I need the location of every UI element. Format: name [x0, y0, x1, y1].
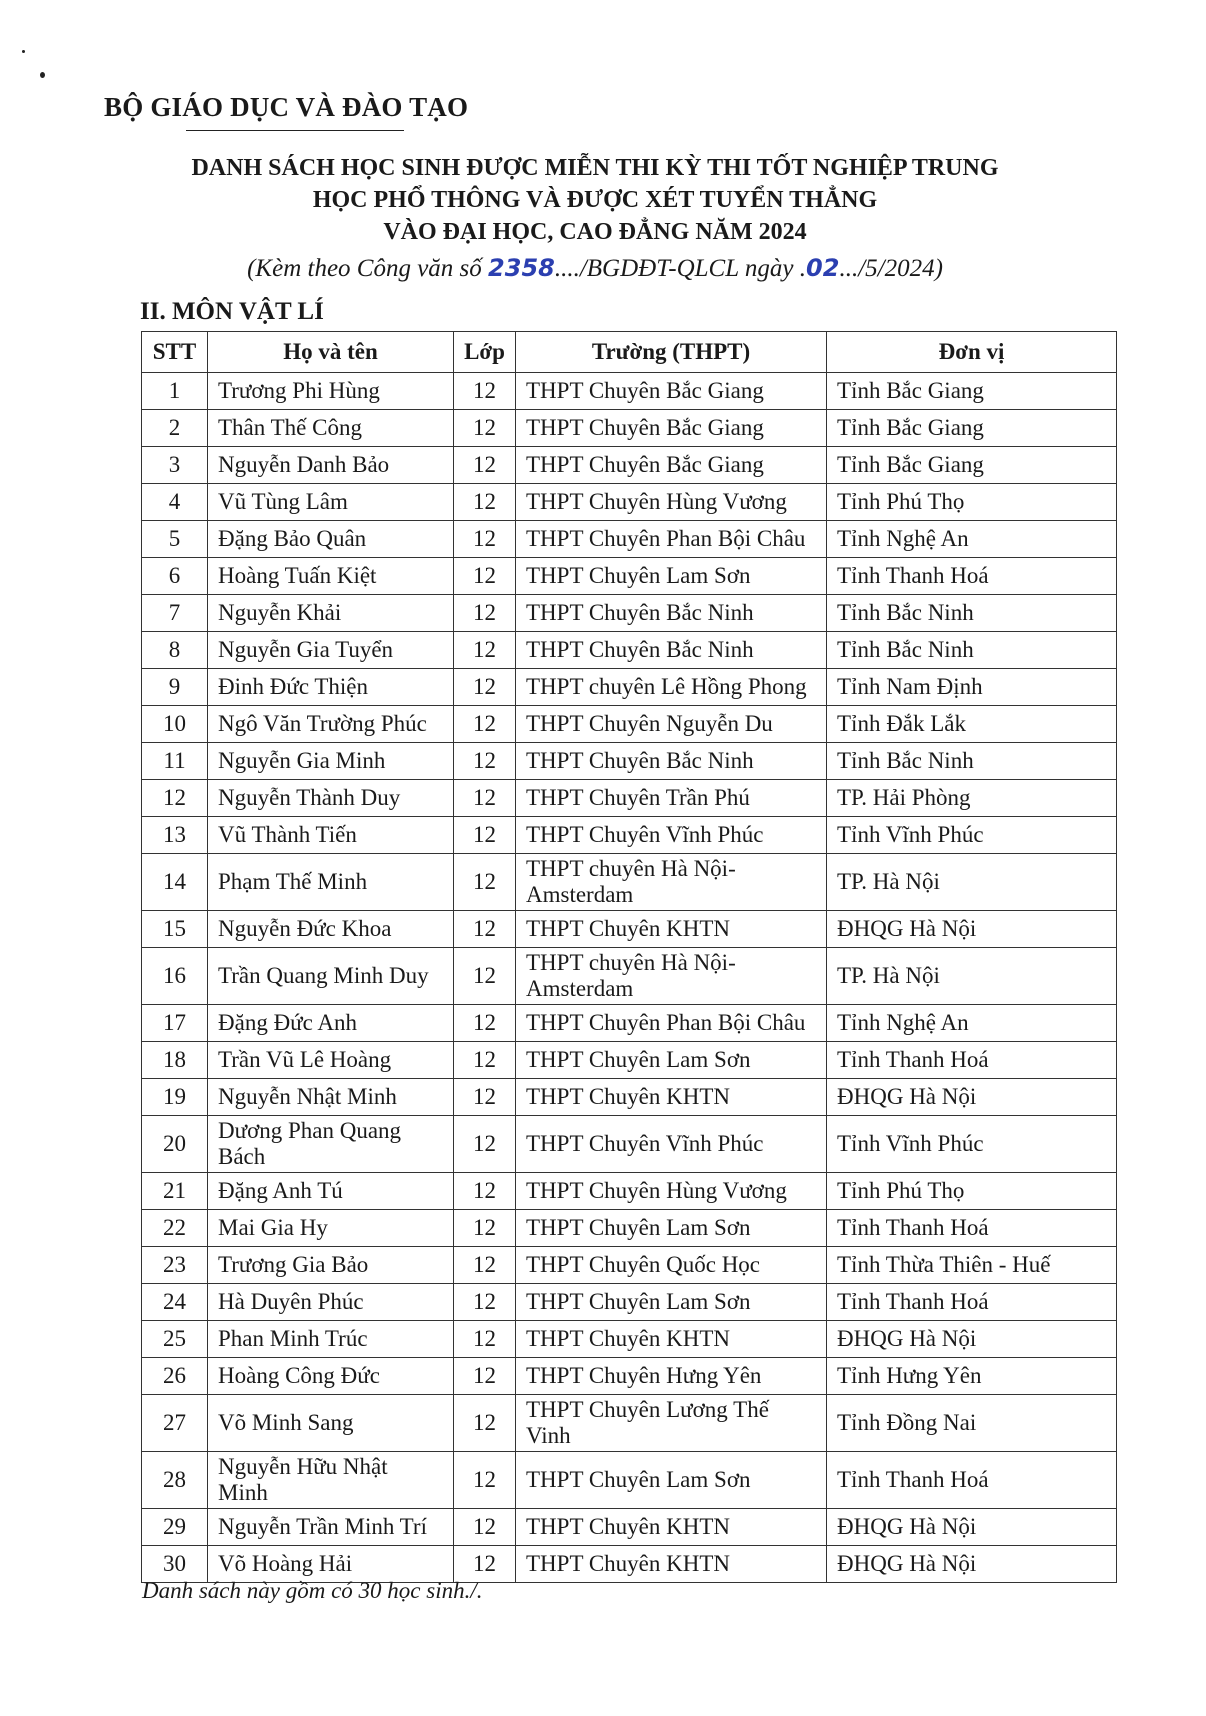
- table-row: [142, 447, 1117, 484]
- table-row: [142, 1321, 1117, 1358]
- name-cell: Trần Vũ Lê Hoàng: [208, 1042, 454, 1079]
- table-row: [142, 1395, 1117, 1452]
- unit-cell: ĐHQG Hà Nội: [827, 1546, 1117, 1583]
- school-cell: THPT Chuyên Bắc Giang: [516, 447, 827, 484]
- class-cell: 12: [454, 558, 516, 595]
- stt-cell: 16: [142, 948, 208, 1005]
- table-row: [142, 669, 1117, 706]
- name-cell: Dương Phan Quang Bách: [208, 1116, 454, 1173]
- stt-cell: 14: [142, 854, 208, 911]
- stt-cell: 7: [142, 595, 208, 632]
- stt-cell: 22: [142, 1210, 208, 1247]
- stt-cell: 17: [142, 1005, 208, 1042]
- reference-prefix: (Kèm theo Công văn số: [247, 255, 489, 282]
- school-cell: THPT Chuyên KHTN: [516, 1079, 827, 1116]
- school-cell: THPT Chuyên Nguyễn Du: [516, 706, 827, 743]
- class-cell: 12: [454, 1321, 516, 1358]
- name-cell: Nguyễn Hữu Nhật Minh: [208, 1452, 454, 1509]
- student-table: [141, 331, 1117, 1583]
- school-cell: THPT Chuyên Hưng Yên: [516, 1358, 827, 1395]
- unit-cell: Tỉnh Thừa Thiên - Huế: [827, 1247, 1117, 1284]
- table-row: [142, 632, 1117, 669]
- table-row: [142, 410, 1117, 447]
- table-row: [142, 1116, 1117, 1173]
- stt-cell: 18: [142, 1042, 208, 1079]
- school-cell: THPT Chuyên Bắc Giang: [516, 410, 827, 447]
- unit-cell: Tỉnh Thanh Hoá: [827, 1210, 1117, 1247]
- table-row: [142, 595, 1117, 632]
- unit-cell: Tỉnh Bắc Ninh: [827, 632, 1117, 669]
- class-cell: 12: [454, 595, 516, 632]
- column-header-stt: STT: [142, 332, 208, 373]
- school-cell: THPT Chuyên Trần Phú: [516, 780, 827, 817]
- stt-cell: 15: [142, 911, 208, 948]
- stt-cell: 8: [142, 632, 208, 669]
- school-cell: THPT Chuyên Phan Bội Châu: [516, 521, 827, 558]
- class-cell: 12: [454, 706, 516, 743]
- stt-cell: 24: [142, 1284, 208, 1321]
- school-cell: THPT chuyên Hà Nội-Amsterdam: [516, 948, 827, 1005]
- scan-speck: [22, 50, 25, 53]
- document-reference: [120, 254, 1070, 283]
- class-cell: 12: [454, 1210, 516, 1247]
- school-cell: THPT Chuyên Lam Sơn: [516, 1284, 827, 1321]
- ministry-name: BỘ GIÁO DỤC VÀ ĐÀO TẠO: [104, 92, 469, 122]
- table-row: [142, 1042, 1117, 1079]
- name-cell: Nguyễn Thành Duy: [208, 780, 454, 817]
- name-cell: Võ Minh Sang: [208, 1395, 454, 1452]
- class-cell: 12: [454, 1042, 516, 1079]
- class-cell: 12: [454, 1546, 516, 1583]
- reference-middle: ..../BGDĐT-QLCL ngày .: [554, 255, 807, 282]
- school-cell: THPT Chuyên Bắc Ninh: [516, 632, 827, 669]
- stt-cell: 10: [142, 706, 208, 743]
- unit-cell: Tỉnh Đắk Lắk: [827, 706, 1117, 743]
- title-line: DANH SÁCH HỌC SINH ĐƯỢC MIỄN THI KỲ THI TỐT NGHIỆP TRUNG: [191, 155, 999, 181]
- unit-cell: TP. Hà Nội: [827, 854, 1117, 911]
- unit-cell: Tỉnh Bắc Giang: [827, 410, 1117, 447]
- unit-cell: Tỉnh Thanh Hoá: [827, 1042, 1117, 1079]
- school-cell: THPT Chuyên Bắc Ninh: [516, 595, 827, 632]
- table-row: [142, 1546, 1117, 1583]
- class-cell: 12: [454, 1173, 516, 1210]
- class-cell: 12: [454, 1247, 516, 1284]
- unit-cell: Tỉnh Bắc Ninh: [827, 743, 1117, 780]
- class-cell: 12: [454, 521, 516, 558]
- stt-cell: 25: [142, 1321, 208, 1358]
- stt-cell: 12: [142, 780, 208, 817]
- stt-cell: 27: [142, 1395, 208, 1452]
- unit-cell: Tỉnh Bắc Giang: [827, 447, 1117, 484]
- unit-cell: Tỉnh Bắc Ninh: [827, 595, 1117, 632]
- name-cell: Nguyễn Danh Bảo: [208, 447, 454, 484]
- stt-cell: 6: [142, 558, 208, 595]
- table-row: [142, 521, 1117, 558]
- class-cell: 12: [454, 743, 516, 780]
- name-cell: Đặng Bảo Quân: [208, 521, 454, 558]
- name-cell: Phạm Thế Minh: [208, 854, 454, 911]
- table-row: [142, 558, 1117, 595]
- stt-cell: 30: [142, 1546, 208, 1583]
- footer-note: Danh sách này gồm có 30 học sinh./.: [142, 1578, 483, 1603]
- stt-cell: 20: [142, 1116, 208, 1173]
- title-line: VÀO ĐẠI HỌC, CAO ĐẲNG NĂM 2024: [383, 219, 807, 245]
- table-row: [142, 1173, 1117, 1210]
- name-cell: Nguyễn Đức Khoa: [208, 911, 454, 948]
- class-cell: 12: [454, 1395, 516, 1452]
- unit-cell: TP. Hải Phòng: [827, 780, 1117, 817]
- school-cell: THPT Chuyên Lam Sơn: [516, 1210, 827, 1247]
- unit-cell: Tỉnh Nghệ An: [827, 1005, 1117, 1042]
- class-cell: 12: [454, 817, 516, 854]
- school-cell: THPT Chuyên Quốc Học: [516, 1247, 827, 1284]
- unit-cell: Tỉnh Phú Thọ: [827, 484, 1117, 521]
- table-row: [142, 780, 1117, 817]
- school-cell: THPT Chuyên Vĩnh Phúc: [516, 817, 827, 854]
- name-cell: Hoàng Tuấn Kiệt: [208, 558, 454, 595]
- name-cell: Phan Minh Trúc: [208, 1321, 454, 1358]
- class-cell: 12: [454, 948, 516, 1005]
- unit-cell: ĐHQG Hà Nội: [827, 911, 1117, 948]
- stt-cell: 4: [142, 484, 208, 521]
- name-cell: Nguyễn Trần Minh Trí: [208, 1509, 454, 1546]
- unit-cell: ĐHQG Hà Nội: [827, 1509, 1117, 1546]
- school-cell: THPT Chuyên KHTN: [516, 1321, 827, 1358]
- table-row: [142, 484, 1117, 521]
- table-row: [142, 1247, 1117, 1284]
- table-row: [142, 1005, 1117, 1042]
- table-body: [142, 373, 1117, 1583]
- unit-cell: Tỉnh Vĩnh Phúc: [827, 1116, 1117, 1173]
- column-header-school: Trường (THPT): [516, 332, 827, 373]
- class-cell: 12: [454, 1509, 516, 1546]
- unit-cell: ĐHQG Hà Nội: [827, 1321, 1117, 1358]
- name-cell: Trần Quang Minh Duy: [208, 948, 454, 1005]
- name-cell: Nguyễn Nhật Minh: [208, 1079, 454, 1116]
- section-title: II. MÔN VẬT LÍ: [140, 298, 324, 325]
- school-cell: THPT Chuyên KHTN: [516, 1546, 827, 1583]
- unit-cell: Tỉnh Bắc Giang: [827, 373, 1117, 410]
- class-cell: 12: [454, 1116, 516, 1173]
- table-row: [142, 706, 1117, 743]
- unit-cell: Tỉnh Thanh Hoá: [827, 558, 1117, 595]
- stt-cell: 11: [142, 743, 208, 780]
- school-cell: THPT Chuyên Lương Thế Vinh: [516, 1395, 827, 1452]
- handwritten-doc-day: 02: [806, 254, 840, 282]
- table-row: [142, 1358, 1117, 1395]
- table-row: [142, 817, 1117, 854]
- name-cell: Đặng Anh Tú: [208, 1173, 454, 1210]
- table-row: [142, 1452, 1117, 1509]
- stt-cell: 2: [142, 410, 208, 447]
- school-cell: THPT Chuyên Lam Sơn: [516, 558, 827, 595]
- class-cell: 12: [454, 484, 516, 521]
- handwritten-doc-number: 2358: [488, 254, 555, 282]
- name-cell: Nguyễn Khải: [208, 595, 454, 632]
- school-cell: THPT Chuyên Hùng Vương: [516, 484, 827, 521]
- stt-cell: 19: [142, 1079, 208, 1116]
- table-row: [142, 373, 1117, 410]
- name-cell: Võ Hoàng Hải: [208, 1546, 454, 1583]
- column-header-class: Lớp: [454, 332, 516, 373]
- unit-cell: TP. Hà Nội: [827, 948, 1117, 1005]
- class-cell: 12: [454, 669, 516, 706]
- table-row: [142, 1210, 1117, 1247]
- column-header-name: Họ và tên: [208, 332, 454, 373]
- class-cell: 12: [454, 780, 516, 817]
- school-cell: THPT Chuyên Bắc Ninh: [516, 743, 827, 780]
- stt-cell: 21: [142, 1173, 208, 1210]
- name-cell: Hà Duyên Phúc: [208, 1284, 454, 1321]
- stt-cell: 9: [142, 669, 208, 706]
- class-cell: 12: [454, 410, 516, 447]
- school-cell: THPT Chuyên Vĩnh Phúc: [516, 1116, 827, 1173]
- table-row: [142, 1509, 1117, 1546]
- name-cell: Vũ Tùng Lâm: [208, 484, 454, 521]
- class-cell: 12: [454, 632, 516, 669]
- class-cell: 12: [454, 447, 516, 484]
- name-cell: Đặng Đức Anh: [208, 1005, 454, 1042]
- name-cell: Hoàng Công Đức: [208, 1358, 454, 1395]
- school-cell: THPT Chuyên Phan Bội Châu: [516, 1005, 827, 1042]
- name-cell: Nguyễn Gia Tuyển: [208, 632, 454, 669]
- unit-cell: Tỉnh Đồng Nai: [827, 1395, 1117, 1452]
- ministry-underline: [186, 130, 404, 131]
- class-cell: 12: [454, 1452, 516, 1509]
- stt-cell: 26: [142, 1358, 208, 1395]
- school-cell: THPT chuyên Hà Nội-Amsterdam: [516, 854, 827, 911]
- table-header-row: [142, 332, 1117, 373]
- school-cell: THPT chuyên Lê Hồng Phong: [516, 669, 827, 706]
- stt-cell: 5: [142, 521, 208, 558]
- school-cell: THPT Chuyên Hùng Vương: [516, 1173, 827, 1210]
- title-line: HỌC PHỔ THÔNG VÀ ĐƯỢC XÉT TUYỂN THẲNG: [312, 187, 878, 213]
- name-cell: Mai Gia Hy: [208, 1210, 454, 1247]
- stt-cell: 13: [142, 817, 208, 854]
- name-cell: Ngô Văn Trường Phúc: [208, 706, 454, 743]
- class-cell: 12: [454, 373, 516, 410]
- stt-cell: 23: [142, 1247, 208, 1284]
- name-cell: Trương Phi Hùng: [208, 373, 454, 410]
- unit-cell: Tỉnh Phú Thọ: [827, 1173, 1117, 1210]
- table-row: [142, 1079, 1117, 1116]
- class-cell: 12: [454, 1079, 516, 1116]
- scan-speck: [40, 72, 45, 78]
- name-cell: Vũ Thành Tiến: [208, 817, 454, 854]
- name-cell: Nguyễn Gia Minh: [208, 743, 454, 780]
- school-cell: THPT Chuyên Lam Sơn: [516, 1452, 827, 1509]
- class-cell: 12: [454, 1358, 516, 1395]
- unit-cell: Tỉnh Vĩnh Phúc: [827, 817, 1117, 854]
- school-cell: THPT Chuyên KHTN: [516, 911, 827, 948]
- stt-cell: 1: [142, 373, 208, 410]
- name-cell: Đinh Đức Thiện: [208, 669, 454, 706]
- unit-cell: Tỉnh Hưng Yên: [827, 1358, 1117, 1395]
- table-row: [142, 854, 1117, 911]
- name-cell: Thân Thế Công: [208, 410, 454, 447]
- table-row: [142, 743, 1117, 780]
- table-row: [142, 1284, 1117, 1321]
- reference-suffix: .../5/2024): [839, 255, 943, 282]
- stt-cell: 3: [142, 447, 208, 484]
- stt-cell: 29: [142, 1509, 208, 1546]
- stt-cell: 28: [142, 1452, 208, 1509]
- class-cell: 12: [454, 1005, 516, 1042]
- class-cell: 12: [454, 1284, 516, 1321]
- unit-cell: ĐHQG Hà Nội: [827, 1079, 1117, 1116]
- name-cell: Trương Gia Bảo: [208, 1247, 454, 1284]
- unit-cell: Tỉnh Nam Định: [827, 669, 1117, 706]
- unit-cell: Tỉnh Nghệ An: [827, 521, 1117, 558]
- unit-cell: Tỉnh Thanh Hoá: [827, 1284, 1117, 1321]
- class-cell: 12: [454, 854, 516, 911]
- school-cell: THPT Chuyên Lam Sơn: [516, 1042, 827, 1079]
- document-title: [120, 152, 1070, 248]
- class-cell: 12: [454, 911, 516, 948]
- table-row: [142, 911, 1117, 948]
- school-cell: THPT Chuyên Bắc Giang: [516, 373, 827, 410]
- school-cell: THPT Chuyên KHTN: [516, 1509, 827, 1546]
- column-header-unit: Đơn vị: [827, 332, 1117, 373]
- table-row: [142, 948, 1117, 1005]
- unit-cell: Tỉnh Thanh Hoá: [827, 1452, 1117, 1509]
